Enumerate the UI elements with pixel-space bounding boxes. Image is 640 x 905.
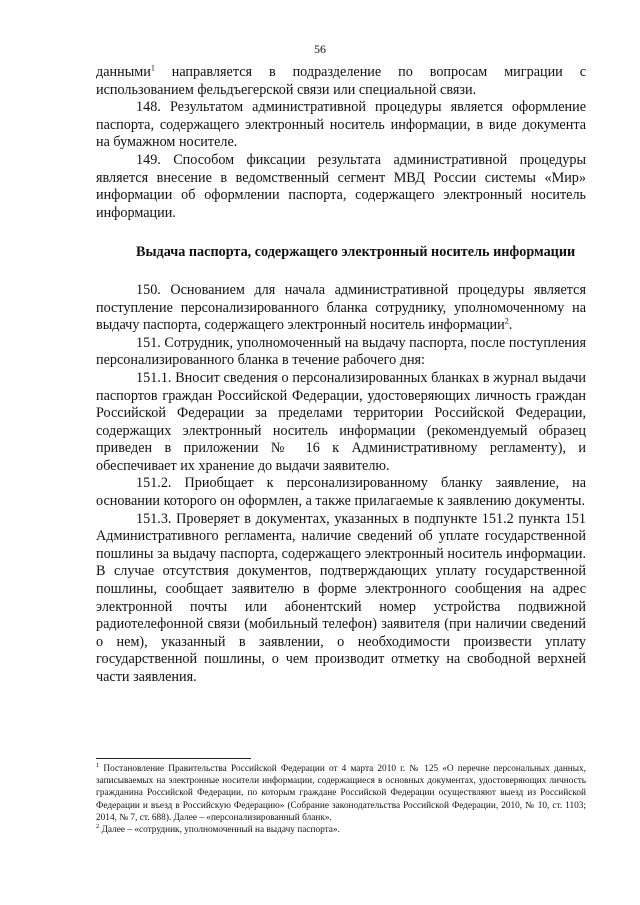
paragraph-continuation bbox=[96, 64, 586, 99]
footnote-2 bbox=[96, 824, 586, 836]
paragraph-text: направляется в подразделение по вопросам миграции с использованием фельдъегерской связи или специальной связи. bbox=[96, 64, 586, 98]
footnote-text: Постановление Правительства Российской Федерации от 4 марта 2010 г. № 125 «О перечне персональных данных, записываемых на электронные носители информации, содержащиеся в основных документах, удостоверяющих личность гражданина Российской Федерации, по которым граждане Российской Федерации осуществляют выезд из Российской Федерации и въезд в Российскую Федерацию» (Собрание законодательства Российской Федерации, 2010, № 10, ст. 1103; 2014, № 7, ст. 688). Далее – «персонализированный бланк». bbox=[96, 764, 586, 823]
page-number: 56 bbox=[314, 42, 326, 56]
paragraph-148: 148. Результатом административной процедуры является оформление паспорта, содержащего электронный носитель информации, в виде документа на бумажном носителе. bbox=[96, 99, 586, 151]
spacer bbox=[96, 262, 586, 282]
paragraph-text: . bbox=[508, 317, 513, 334]
footnote-mark: 2 bbox=[96, 822, 100, 830]
footnote-ref-2[interactable]: 2 bbox=[504, 316, 509, 326]
section-heading: Выдача паспорта, содержащего электронный носитель информации bbox=[136, 244, 576, 261]
paragraph-text: данными bbox=[96, 64, 151, 80]
paragraph-text: 150. Основанием для начала административной процедуры является поступление персонализированного бланка сотруднику, уполномоченному на выдачу паспорта, содержащего электронный носитель информации bbox=[96, 281, 586, 334]
footnote-mark: 1 bbox=[96, 761, 100, 769]
footnotes bbox=[96, 763, 586, 836]
footnote-1 bbox=[96, 763, 586, 824]
footnote-divider bbox=[96, 758, 251, 759]
paragraph-151-2: 151.2. Приобщает к персонализированному бланку заявление, на основании которого он оформлен, а также прилагаемые к заявлению документы. bbox=[96, 475, 586, 510]
paragraph-149: 149. Способом фиксации результата административной процедуры является внесение в ведомственный сегмент МВД России системы «Мир» информации об оформлении паспорта, содержащего электронный носитель информации. bbox=[96, 151, 586, 221]
footnote-text: Далее – «сотрудник, уполномоченный на выдачу паспорта». bbox=[99, 825, 340, 836]
main-text bbox=[96, 64, 586, 687]
spacer bbox=[96, 222, 586, 244]
paragraph-151-3: 151.3. Проверяет в документах, указанных в подпункте 151.2 пункта 151 Административного регламента, наличие сведений об уплате государственной пошлины за выдачу паспорта, содержащего электронный носитель информации. В случае отсутствия документов, подтверждающих уплату государственной пошлины, сообщает заявителю в форме электронного сообщения на адрес электронной почты или абонентский номер устройства подвижной радиотелефонной связи (мобильный телефон) заявителя (при наличии сведений о нем), указанный в заявлении, о необходимости произвести уплату государственной пошлины, о чем производит отметку на свободной верхней части заявления. bbox=[96, 510, 586, 685]
footnote-ref-1[interactable]: 1 bbox=[150, 63, 155, 73]
paragraph-151-1: 151.1. Вносит сведения о персонализированных бланках в журнал выдачи паспортов граждан Российской Федерации, удостоверяющих личность граждан Российской Федерации за пределами территории Российской Федерации, содержащих электронный носитель информации (рекомендуемый образец приведен в приложении № 16 к Административному регламенту), и обеспечивает их хранение до выдачи заявителю. bbox=[96, 369, 586, 474]
paragraph-150 bbox=[96, 282, 586, 335]
paragraph-151: 151. Сотрудник, уполномоченный на выдачу паспорта, после поступления персонализированного бланка в течение рабочего дня: bbox=[96, 334, 587, 369]
